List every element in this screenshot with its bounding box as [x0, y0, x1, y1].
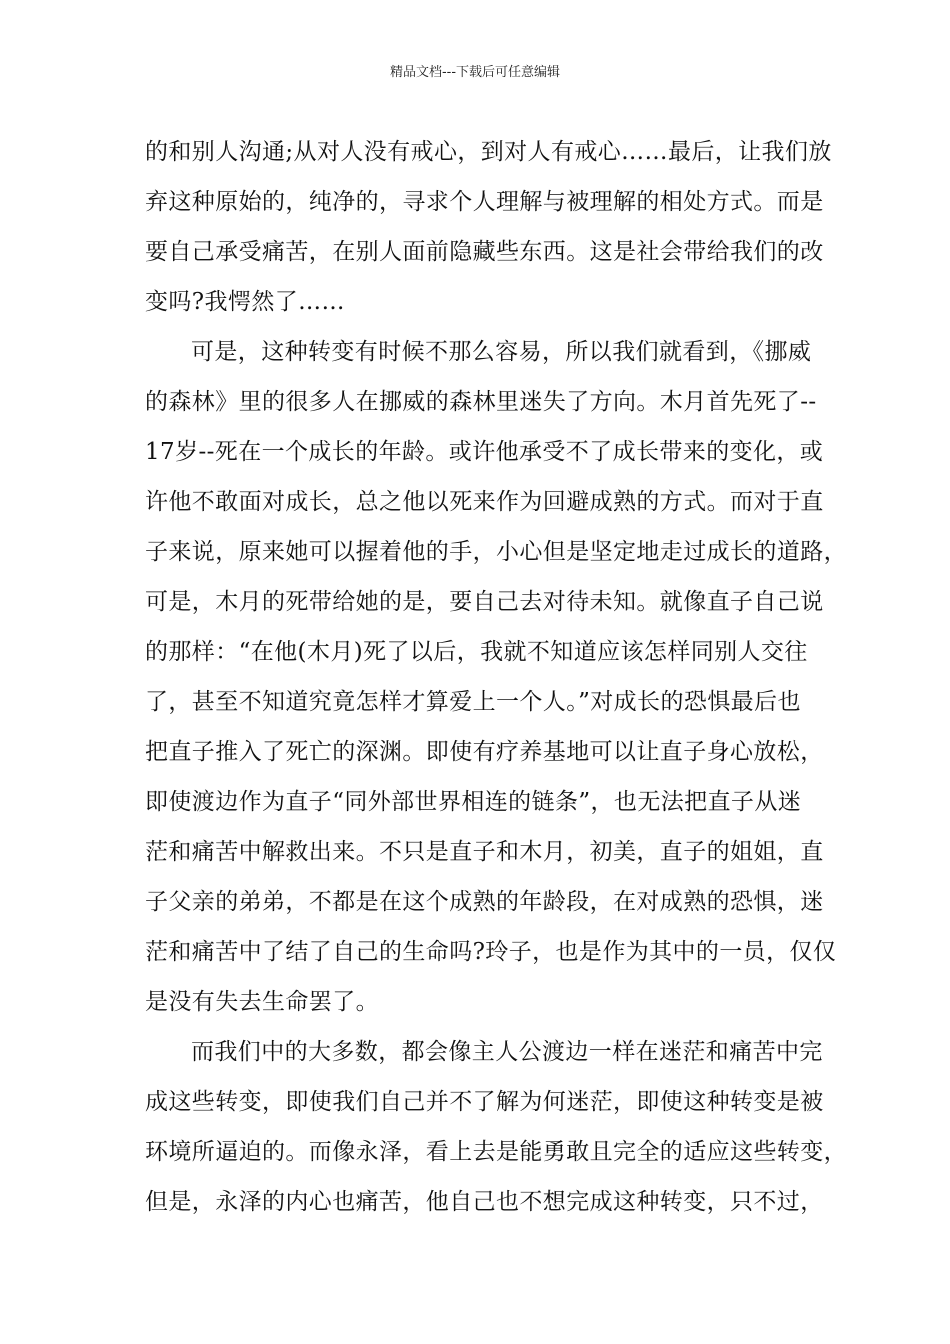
text-line: 子父亲的弟弟，不都是在这个成熟的年龄段，在对成熟的恐惧，迷 — [145, 889, 824, 915]
text-line: 许他不敢面对成长，总之他以死来作为回避成熟的方式。而对于直 — [145, 489, 824, 515]
text-line: 是没有失去生命罢了。 — [145, 989, 379, 1015]
text-line: 即使渡边作为直子“同外部世界相连的链条”，也无法把直子从迷 — [145, 789, 802, 815]
text-line: 但是，永泽的内心也痛苦，他自己也不想完成这种转变，只不过， — [145, 1189, 824, 1215]
text-line: 成这些转变，即使我们自己并不了解为何迷茫，即使这种转变是被 — [145, 1089, 824, 1115]
text-line: 而我们中的大多数，都会像主人公渡边一样在迷茫和痛苦中完 — [191, 1039, 823, 1065]
text-line: 的和别人沟通;从对人没有戒心，到对人有戒心……最后，让我们放 — [145, 139, 832, 165]
paragraph-1 — [145, 127, 830, 327]
text-line: 环境所逼迫的。而像永泽，看上去是能勇敢且完全的适应这些转变， — [145, 1139, 847, 1165]
text-line: 17岁--死在一个成长的年龄。或许他承受不了成长带来的变化，或 — [145, 439, 824, 465]
text-line: 可是，这种转变有时候不那么容易，所以我们就看到，《挪威 — [191, 339, 812, 365]
text-line: 的那样：“在他(木月)死了以后，我就不知道应该怎样同别人交往 — [145, 639, 808, 665]
paragraph-3 — [145, 1027, 847, 1227]
text-line: 了，甚至不知道究竟怎样才算爱上一个人。”对成长的恐惧最后也 — [145, 689, 801, 715]
text-line: 子来说，原来她可以握着他的手，小心但是坚定地走过成长的道路， — [145, 539, 847, 565]
text-line: 茫和痛苦中解救出来。不只是直子和木月，初美，直子的姐姐，直 — [145, 839, 824, 865]
paragraph-2 — [145, 327, 847, 1027]
text-line: 变吗?我愕然了…… — [145, 289, 345, 315]
text-line: 要自己承受痛苦，在别人面前隐藏些东西。这是社会带给我们的改 — [145, 239, 824, 265]
text-line: 的森林》里的很多人在挪威的森林里迷失了方向。木月首先死了-- — [145, 389, 817, 415]
text-line: 可是，木月的死带给她的是，要自己去对待未知。就像直子自己说 — [145, 589, 824, 615]
text-line: 弃这种原始的，纯净的，寻求个人理解与被理解的相处方式。而是 — [145, 189, 824, 215]
document-body — [145, 127, 847, 1227]
text-line: 茫和痛苦中了结了自己的生命吗?玲子，也是作为其中的一员，仅仅 — [145, 939, 837, 965]
text-line: 把直子推入了死亡的深渊。即使有疗养基地可以让直子身心放松， — [145, 739, 824, 765]
page-header: 精品文档---下载后可任意编辑 — [389, 65, 561, 80]
